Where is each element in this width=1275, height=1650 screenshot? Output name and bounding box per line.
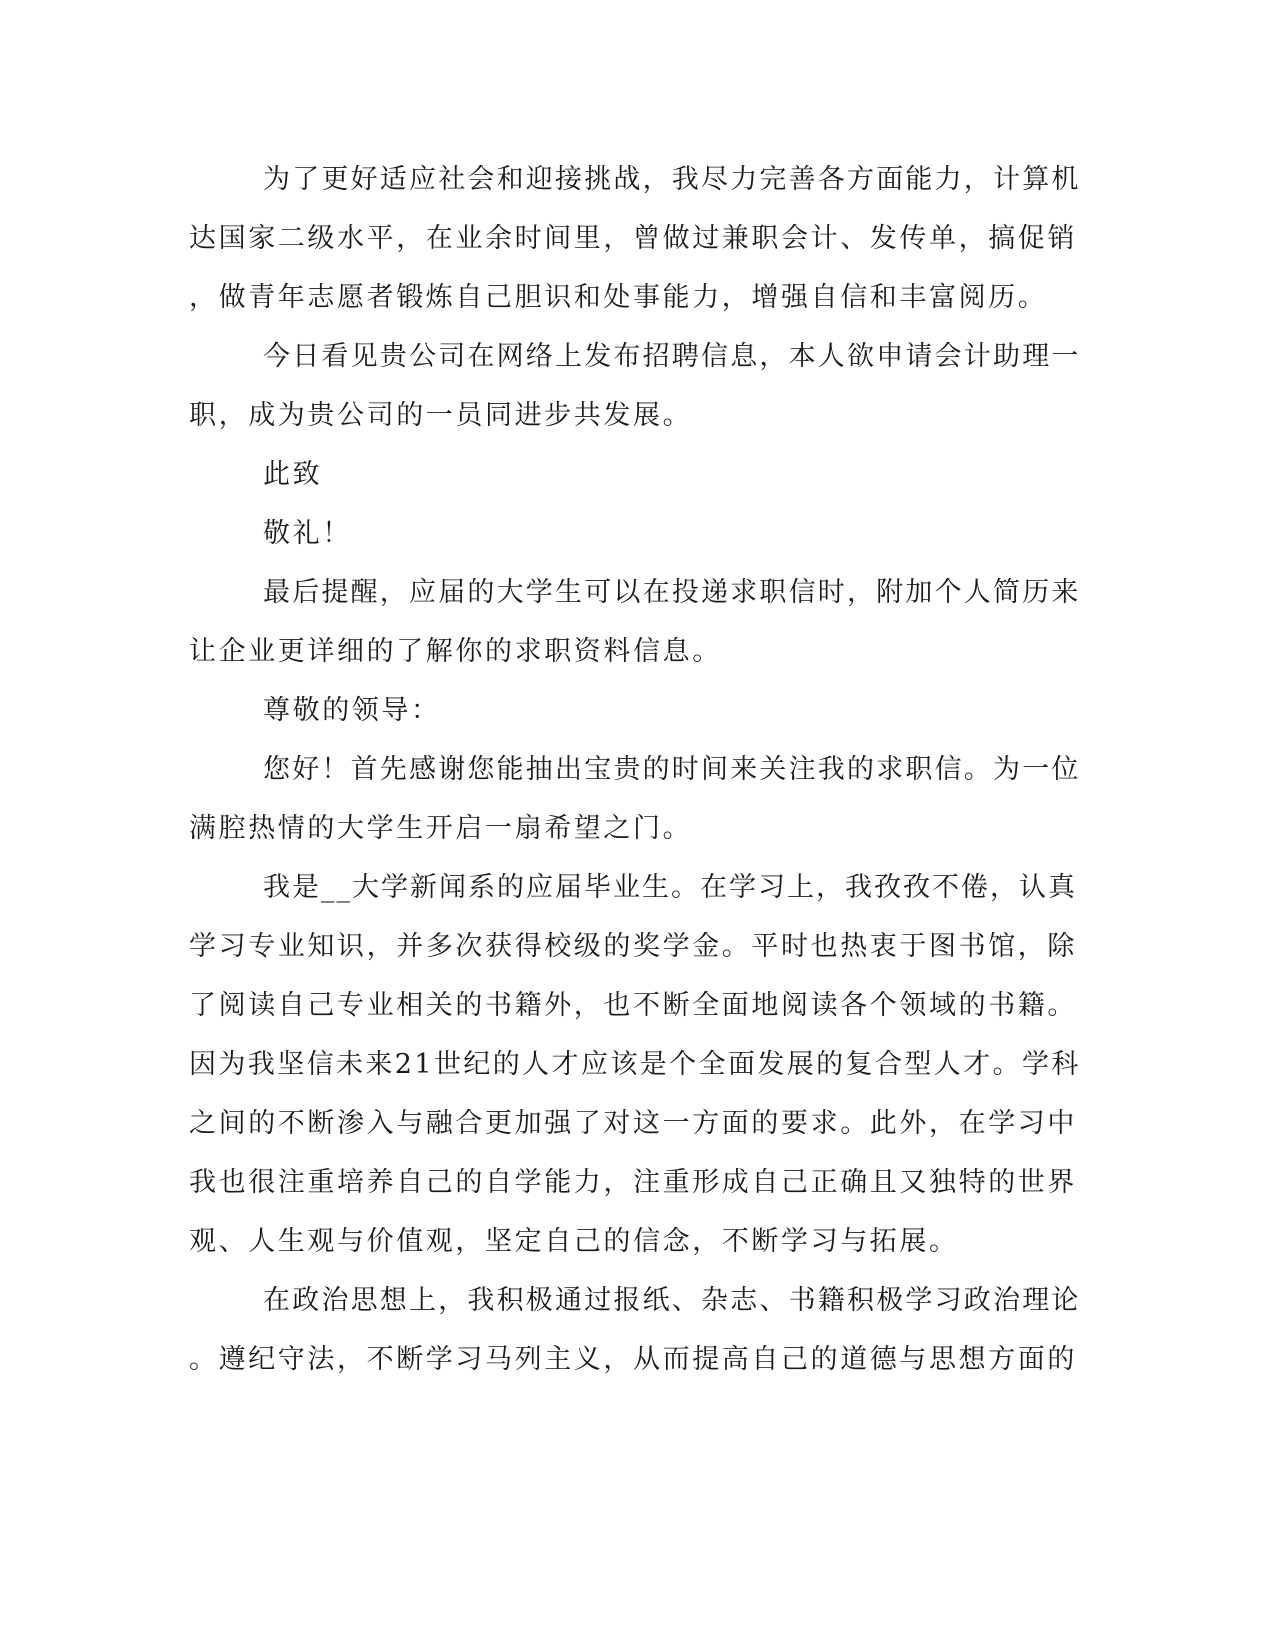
text-line: 在政治思想上，我积极通过报纸、杂志、书籍积极学习政治理论	[263, 1285, 1081, 1316]
text-line: 因为我坚信未来21世纪的人才应该是个全面发展的复合型人才。学科	[189, 1049, 1081, 1080]
text-line: 您好！首先感谢您能抽出宝贵的时间来关注我的求职信。为一位	[263, 754, 1081, 785]
text-line: 之间的不断渗入与融合更加强了对这一方面的要求。此外，在学习中	[189, 1108, 1077, 1139]
closing-salutation: 此致	[263, 459, 323, 490]
text-line: 了阅读自己专业相关的书籍外，也不断全面地阅读各个领域的书籍。	[189, 990, 1077, 1021]
greeting: 尊敬的领导：	[263, 695, 441, 726]
text-line: 观、人生观与价值观，坚定自己的信念，不断学习与拓展。	[189, 1226, 959, 1257]
text-line: 职，成为贵公司的一员同进步共发展。	[189, 400, 693, 431]
text-line: 今日看见贵公司在网络上发布招聘信息，本人欲申请会计助理一	[263, 341, 1081, 372]
text-line: 为了更好适应社会和迎接挑战，我尽力完善各方面能力，计算机	[263, 164, 1081, 195]
text-line: 满腔热情的大学生开启一扇希望之门。	[189, 813, 693, 844]
text-line: 最后提醒，应届的大学生可以在投递求职信时，附加个人简历来	[263, 577, 1081, 608]
text-line: 学习专业知识，并多次获得校级的奖学金。平时也热衷于图书馆，除	[189, 931, 1077, 962]
text-line: 我是__大学新闻系的应届毕业生。在学习上，我孜孜不倦，认真	[263, 872, 1077, 903]
text-line: 我也很注重培养自己的自学能力，注重形成自己正确且又独特的世界	[189, 1167, 1077, 1198]
text-line: 达国家二级水平，在业余时间里，曾做过兼职会计、发传单，搞促销	[189, 223, 1077, 254]
text-line: ，做青年志愿者锻炼自己胆识和处事能力，增强自信和丰富阅历。	[189, 282, 1048, 313]
closing-regards: 敬礼！	[263, 518, 352, 549]
text-line: 让企业更详细的了解你的求职资料信息。	[189, 636, 722, 667]
text-line: 。遵纪守法，不断学习马列主义，从而提高自己的道德与思想方面的	[189, 1344, 1077, 1375]
